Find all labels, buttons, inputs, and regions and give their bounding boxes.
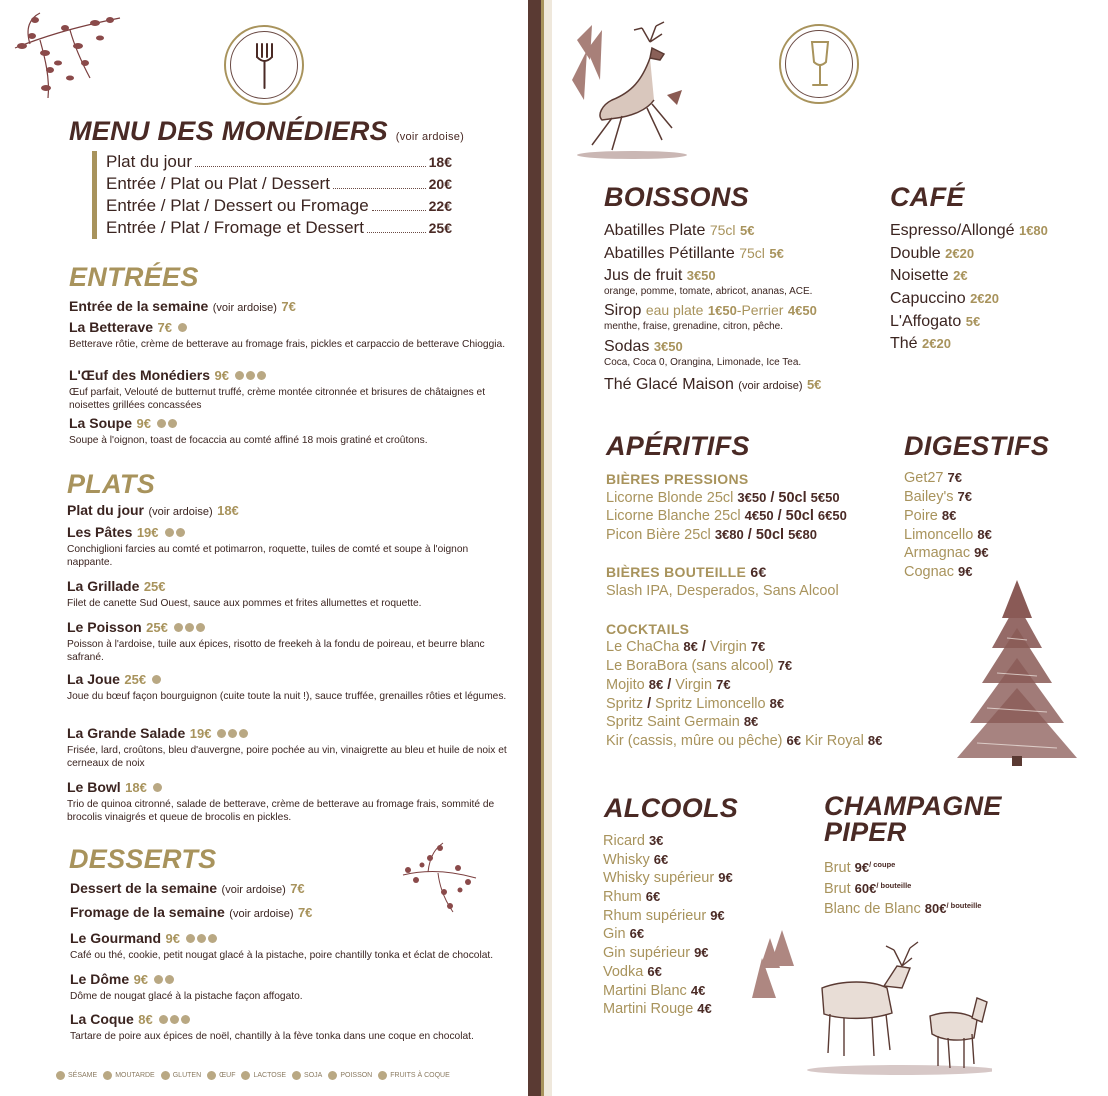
- drink-abatilles-petillante: Abatilles Pétillante 75cl 5€: [604, 245, 784, 262]
- mustard-icon: [103, 1071, 112, 1080]
- allergen-icon: [170, 1015, 179, 1024]
- allergen-icon: [154, 975, 163, 984]
- plats-title: PLATS: [67, 469, 155, 499]
- bieres-pressions-heading: BIÈRES PRESSIONS: [606, 471, 749, 487]
- allergen-icon: [176, 528, 185, 537]
- beer-item: Picon Bière 25cl 3€80 / 50cl 5€80: [606, 527, 817, 543]
- digestif-item: Limoncello 8€: [904, 527, 992, 543]
- allergen-icon: [235, 371, 244, 380]
- menu-item: Le Poisson 25€ Poisson à l'ardoise, tuile aux épices, risotto de freekeh à la fondu de poireau, et beurre blanc safrané.: [67, 619, 485, 663]
- gluten-icon: [161, 1071, 170, 1080]
- allergen-icon: [239, 729, 248, 738]
- menu-note: (voir ardoise): [395, 131, 465, 143]
- menu-item: La Grande Salade 19€ Frisée, lard, croûtons, bleu d'auvergne, poire pochée au vin, vinaigrette au bleu et huile de noix et cerneaux de noix: [67, 725, 507, 769]
- allergen-icon: [181, 1015, 190, 1024]
- menu-row: Entrée / Plat / Fromage et Dessert 25€: [106, 218, 452, 237]
- cafe-item: Noisette 2€: [890, 267, 968, 284]
- allergen-icon: [257, 371, 266, 380]
- boissons-title: BOISSONS: [604, 182, 749, 212]
- alcools-title: ALCOOLS: [604, 793, 739, 823]
- menu-row: Entrée / Plat / Dessert ou Fromage 22€: [106, 196, 452, 215]
- desserts-title: DESSERTS: [69, 844, 217, 874]
- champagne-item: Brut 9€$^{/ coupe}$: [824, 860, 896, 876]
- allergen-icon: [185, 623, 194, 632]
- sesame-icon: [56, 1071, 65, 1080]
- cafe-title: CAFÉ: [890, 182, 965, 212]
- champagne-title: CHAMPAGNE PIPER: [824, 791, 1002, 847]
- allergen-icon: [178, 323, 187, 332]
- wine-circle: [779, 24, 859, 104]
- alcool-item: Gin 6€: [603, 926, 645, 942]
- menu-item: La Grillade 25€ Filet de canette Sud Ouest, sauce aux pommes et frites allumettes et roquette.: [67, 578, 422, 609]
- cafe-item: Thé 2€20: [890, 335, 951, 352]
- cafe-item: Double 2€20: [890, 245, 975, 262]
- champagne-item: Brut 60€$^{/ bouteille}$: [824, 881, 912, 897]
- soy-icon: [292, 1071, 301, 1080]
- entrees-title: ENTRÉES: [69, 262, 199, 292]
- digestif-item: Cognac 9€: [904, 564, 973, 580]
- allergen-icon: [168, 419, 177, 428]
- allergen-icon: [228, 729, 237, 738]
- menu-item: Entrée de la semaine (voir ardoise) 7€: [69, 298, 296, 314]
- beer-item: Licorne Blonde 25cl 3€50 / 50cl 5€50: [606, 490, 840, 506]
- allergen-icon: [153, 783, 162, 792]
- menu-item: La Joue 25€ Joue du bœuf façon bourguignon (cuite toute la nuit !), sauce truffée, grenailles rôties et légumes.: [67, 671, 507, 702]
- menu-item: La Soupe 9€ Soupe à l'oignon, toast de focaccia au comté affiné 18 mois gratiné et croûtons.: [69, 415, 428, 446]
- pine-tree-illustration: [952, 578, 1082, 768]
- allergen-icon: [174, 623, 183, 632]
- alcool-item: Whisky supérieur 9€: [603, 870, 733, 886]
- alcool-item: Rhum supérieur 9€: [603, 908, 725, 924]
- champagne-item: Blanc de Blanc 80€$^{/ bouteille}$: [824, 901, 982, 917]
- menu-item: Dessert de la semaine (voir ardoise) 7€: [70, 880, 305, 896]
- nuts-icon: [378, 1071, 387, 1080]
- digestif-item: Get27 7€: [904, 470, 962, 486]
- cocktail-item: Spritz Saint Germain 8€: [606, 714, 759, 730]
- menu-item: Le Dôme 9€ Dôme de nougat glacé à la pistache façon affogato.: [70, 971, 303, 1002]
- fork-icon: [250, 41, 280, 91]
- book-spine: [528, 0, 552, 1096]
- menu-item: Fromage de la semaine (voir ardoise) 7€: [70, 904, 313, 920]
- cafe-item: L'Affogato 5€: [890, 313, 981, 330]
- menu-item: Le Gourmand 9€ Café ou thé, cookie, petit nougat glacé à la pistache, poire chantilly tonka et éclat de chocolat.: [70, 930, 494, 961]
- drink-jus-desc: orange, pomme, tomate, abricot, ananas, ACE.: [604, 286, 813, 297]
- allergen-icon: [152, 675, 161, 684]
- fish-icon: [328, 1071, 337, 1080]
- wine-glass-icon: [805, 38, 835, 92]
- allergen-icon: [217, 729, 226, 738]
- fork-circle: [224, 25, 304, 105]
- digestif-item: Bailey's 7€: [904, 489, 973, 505]
- menu-item: La Coque 8€ Tartare de poire aux épices de noël, chantilly à la fève tonka dans une coque en chocolat.: [70, 1011, 474, 1042]
- right-page: [552, 0, 1108, 1096]
- menu-item: L'Œuf des Monédiers 9€ Œuf parfait, Velouté de butternut truffé, crème montée citronnée et brisures de châtaignes et noisettes grillées concassées: [69, 367, 486, 411]
- cocktail-item: Spritz / Spritz Limoncello 8€: [606, 696, 785, 712]
- cocktail-item: Mojito 8€ / Virgin 7€: [606, 677, 731, 693]
- allergen-icon: [208, 934, 217, 943]
- drink-sodas-desc: Coca, Coca 0, Orangina, Limonade, Ice Tea.: [604, 357, 802, 368]
- menu-row: Entrée / Plat ou Plat / Dessert 20€: [106, 174, 452, 193]
- drink-jus: Jus de fruit 3€50: [604, 267, 716, 284]
- alcool-item: Martini Rouge 4€: [603, 1001, 712, 1017]
- cocktail-item: Kir (cassis, mûre ou pêche) 6€ Kir Royal 8€: [606, 733, 883, 749]
- deer-illustration: [752, 928, 992, 1083]
- cocktails-heading: COCKTAILS: [606, 621, 690, 637]
- allergen-icon: [246, 371, 255, 380]
- left-page: [0, 0, 528, 1096]
- alcool-item: Martini Blanc 4€: [603, 983, 706, 999]
- drink-sodas: Sodas 3€50: [604, 338, 683, 355]
- cafe-item: Espresso/Allongé 1€80: [890, 222, 1048, 239]
- drink-abatilles-plate: Abatilles Plate 75cl 5€: [604, 222, 755, 239]
- allergen-icon: [197, 934, 206, 943]
- menu-row: Plat du jour 18€: [106, 152, 452, 171]
- cafe-item: Capuccino 2€20: [890, 290, 999, 307]
- drink-the-glace: Thé Glacé Maison (voir ardoise) 5€: [604, 376, 822, 393]
- alcool-item: Vodka 6€: [603, 964, 662, 980]
- allergen-icon: [159, 1015, 168, 1024]
- drink-sirop: Sirop eau plate 1€50-Perrier 4€50: [604, 302, 817, 319]
- menu-item: Le Bowl 18€ Trio de quinoa citronné, salade de betterave, crème de betterave au fromage frais, sommité de brocolis vinaigrés et queue de brocolis en pickles.: [67, 779, 495, 823]
- allergen-icon: [186, 934, 195, 943]
- deer-illustration: [572, 20, 702, 162]
- menu-title: MENU DES MONÉDIERS (voir ardoise): [69, 116, 465, 146]
- bieres-bouteille-heading: BIÈRES BOUTEILLE 6€: [606, 564, 767, 580]
- allergen-icon: [165, 975, 174, 984]
- bottle-beer-list: Slash IPA, Desperados, Sans Alcool: [606, 583, 839, 599]
- digestifs-title: DIGESTIFS: [904, 431, 1050, 461]
- allergen-legend: SÉSAME MOUTARDE GLUTEN ŒUF LACTOSE SOJA POISSON FRUITS À COQUE: [56, 1071, 450, 1080]
- drink-sirop-desc: menthe, fraise, grenadine, citron, pêche.: [604, 321, 783, 332]
- menu-item: Plat du jour (voir ardoise) 18€: [67, 502, 239, 518]
- cocktail-item: Le ChaCha 8€ / Virgin 7€: [606, 639, 766, 655]
- allergen-icon: [165, 528, 174, 537]
- alcool-item: Gin supérieur 9€: [603, 945, 709, 961]
- aperitifs-title: APÉRITIFS: [606, 431, 750, 461]
- allergen-icon: [157, 419, 166, 428]
- allergen-icon: [196, 623, 205, 632]
- alcool-item: Whisky 6€: [603, 852, 669, 868]
- menu-item: Les Pâtes 19€ Conchiglioni farcies au comté et potimarron, roquette, tuiles de comté et soupe à l'oignon nappante.: [67, 524, 469, 568]
- menu-item: La Betterave 7€ Betterave rôtie, crème de betterave au fromage frais, pickles et carpaccio de betterave Chioggia.: [69, 319, 506, 350]
- alcool-item: Ricard 3€: [603, 833, 664, 849]
- lactose-icon: [241, 1071, 250, 1080]
- berry-branch-illustration: [10, 8, 130, 103]
- menu-formulas: [92, 151, 452, 239]
- alcool-item: Rhum 6€: [603, 889, 661, 905]
- digestif-item: Armagnac 9€: [904, 545, 989, 561]
- digestif-item: Poire 8€: [904, 508, 957, 524]
- beer-item: Licorne Blanche 25cl 4€50 / 50cl 6€50: [606, 508, 847, 524]
- cocktail-item: Le BoraBora (sans alcool) 7€: [606, 658, 793, 674]
- egg-icon: [207, 1071, 216, 1080]
